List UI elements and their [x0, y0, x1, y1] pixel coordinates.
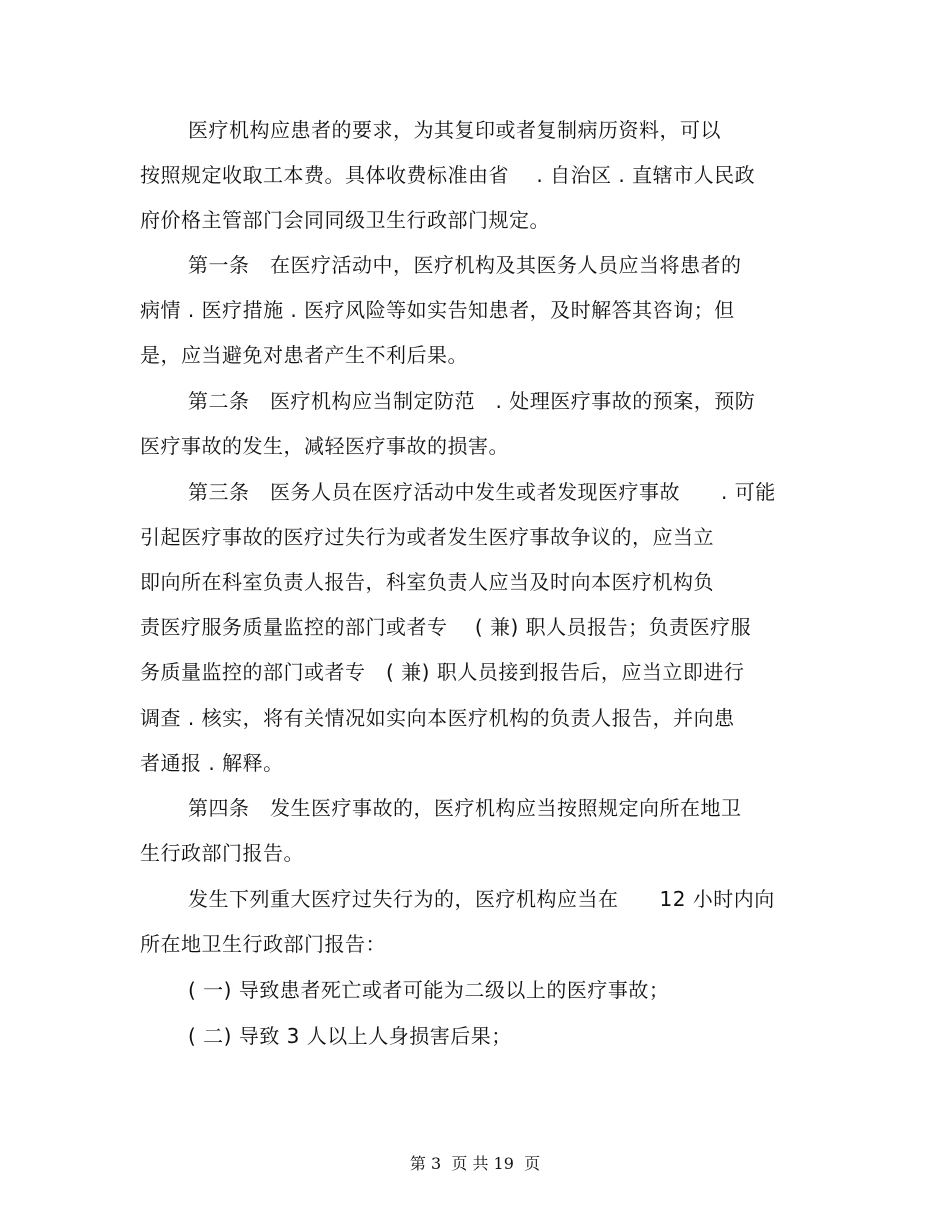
- paragraph-line: 即向所在科室负责人报告，科室负责人应当及时向本医疗机构负: [140, 570, 714, 594]
- paragraph-line: 医疗机构应患者的要求，为其复印或者复制病历资料，可以: [188, 118, 721, 142]
- paragraph-line: 是，应当避免对患者产生不利后果。: [140, 343, 468, 367]
- paragraph-line: 引起医疗事故的医疗过失行为或者发生医疗事故争议的，应当立: [140, 525, 714, 549]
- paragraph-line: 第四条 发生医疗事故的，医疗机构应当按照规定向所在地卫: [188, 796, 742, 820]
- paragraph-line: 第一条 在医疗活动中，医疗机构及其医务人员应当将患者的: [188, 253, 742, 277]
- paragraph-line: ( 二) 导致 3 人以上人身损害后果；: [188, 1024, 512, 1048]
- paragraph-line: 调查 . 核实，将有关情况如实向本医疗机构的负责人报告，并向患: [140, 706, 735, 730]
- paragraph-line: 者通报 . 解释。: [140, 751, 284, 775]
- paragraph-line: 责医疗服务质量监控的部门或者专 ( 兼) 职人员报告；负责医疗服: [140, 615, 752, 639]
- paragraph-line: 医疗事故的发生，减轻医疗事故的损害。: [140, 434, 509, 458]
- paragraph-line: 第三条 医务人员在医疗活动中发生或者发现医疗事故 . 可能: [188, 480, 776, 504]
- paragraph-line: 病情 . 医疗措施 . 医疗风险等如实告知患者，及时解答其咨询；但: [140, 298, 735, 322]
- paragraph-line: 按照规定收取工本费。具体收费标准由省 . 自治区 . 直辖市人民政: [140, 163, 756, 187]
- paragraph-line: 务质量监控的部门或者专 ( 兼) 职人员接到报告后，应当立即进行: [140, 660, 745, 684]
- paragraph-line: 生行政部门报告。: [140, 841, 304, 865]
- paragraph-line: 府价格主管部门会同同级卫生行政部门规定。: [140, 208, 550, 232]
- paragraph-line: ( 一) 导致患者死亡或者可能为二级以上的医疗事故；: [188, 978, 670, 1002]
- paragraph-line: 第二条 医疗机构应当制定防范 . 处理医疗事故的预案，预防: [188, 389, 756, 413]
- paragraph-line: 发生下列重大医疗过失行为的，医疗机构应当在 12 小时内向: [188, 887, 775, 911]
- page-number-footer: 第 3 页 共 19 页: [409, 1154, 541, 1173]
- paragraph-line: 所在地卫生行政部门报告：: [140, 932, 386, 956]
